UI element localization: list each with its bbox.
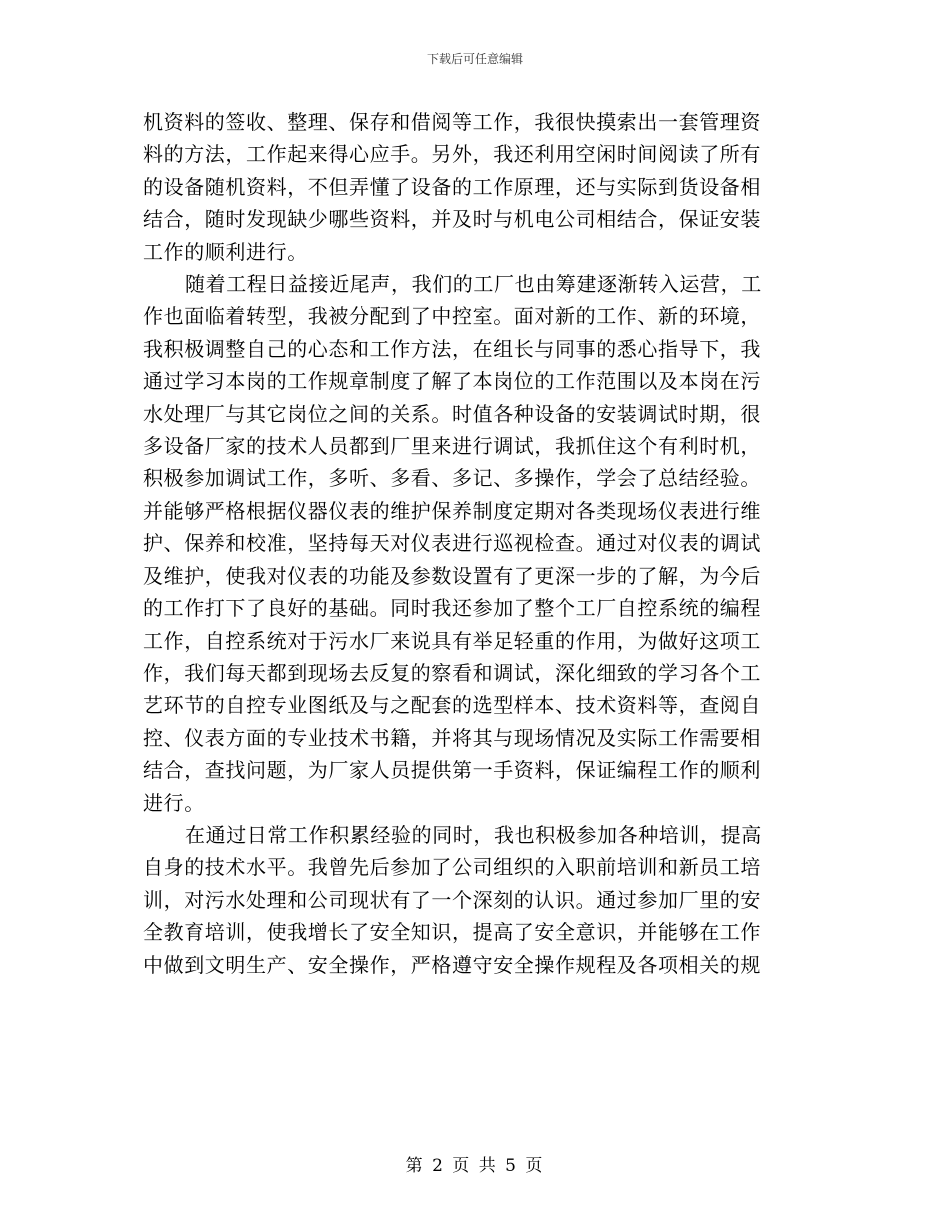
text-line: 结合，随时发现缺少哪些资料，并及时与机电公司相结合，保证安装 (143, 207, 761, 232)
text-line: 多设备厂家的技术人员都到厂里来进行调试，我抓住这个有利时机， (143, 434, 761, 459)
text-line: 结合，查找问题，为厂家人员提供第一手资料，保证编程工作的顺利 (143, 758, 761, 783)
text-line: 进行。 (143, 790, 205, 815)
text-line: 的工作打下了良好的基础。同时我还参加了整个工厂自控系统的编程 (143, 596, 761, 621)
text-line: 积极参加调试工作，多听、多看、多记、多操作，学会了总结经验。 (143, 466, 761, 491)
text-line: 艺环节的自控专业图纸及与之配套的选型样本、技术资料等，查阅自 (143, 693, 761, 718)
paragraph-2 (143, 268, 803, 819)
text-line: 工作的顺利进行。 (143, 239, 308, 264)
text-line: 我积极调整自己的心态和工作方法，在组长与同事的悉心指导下，我 (143, 336, 761, 361)
text-line: 自身的技术水平。我曾先后参加了公司组织的入职前培训和新员工培 (143, 855, 761, 880)
text-line: 的设备随机资料，不但弄懂了设备的工作原理，还与实际到货设备相 (143, 174, 761, 199)
page-number-footer: 第 2 页 共 5 页 (405, 1156, 545, 1176)
text-line: 料的方法，工作起来得心应手。另外，我还利用空闲时间阅读了所有 (143, 142, 761, 167)
text-line: 作，我们每天都到现场去反复的察看和调试，深化细致的学习各个工 (143, 660, 761, 685)
text-line: 工作，自控系统对于污水厂来说具有举足轻重的作用，为做好这项工 (143, 628, 761, 653)
paragraph-3 (143, 819, 803, 981)
page-header-note: 下载后可任意编辑 (426, 52, 523, 66)
text-line: 机资料的签收、整理、保存和借阅等工作，我很快摸索出一套管理资 (143, 110, 761, 134)
text-line: 训，对污水处理和公司现状有了一个深刻的认识。通过参加厂里的安 (143, 887, 761, 912)
text-line: 作也面临着转型，我被分配到了中控室。面对新的工作、新的环境， (143, 304, 761, 329)
text-line: 通过学习本岗的工作规章制度了解了本岗位的工作范围以及本岗在污 (143, 369, 761, 394)
paragraph-1 (143, 106, 803, 268)
text-line: 在通过日常工作积累经验的同时，我也积极参加各种培训，提高 (185, 822, 762, 847)
document-body (143, 106, 803, 981)
text-line: 随着工程日益接近尾声，我们的工厂也由筹建逐渐转入运营，工 (185, 272, 762, 297)
text-line: 水处理厂与其它岗位之间的关系。时值各种设备的安装调试时期，很 (143, 401, 761, 426)
text-line: 中做到文明生产、安全操作，严格遵守安全操作规程及各项相关的规 (143, 952, 761, 977)
text-line: 全教育培训，使我增长了安全知识，提高了安全意识，并能够在工作 (143, 920, 761, 945)
text-line: 并能够严格根据仪器仪表的维护保养制度定期对各类现场仪表进行维 (143, 498, 761, 523)
text-line: 护、保养和校准，坚持每天对仪表进行巡视检查。通过对仪表的调试 (143, 531, 761, 556)
text-line: 及维护，使我对仪表的功能及参数设置有了更深一步的了解，为今后 (143, 563, 761, 588)
text-line: 控、仪表方面的专业技术书籍，并将其与现场情况及实际工作需要相 (143, 725, 761, 750)
